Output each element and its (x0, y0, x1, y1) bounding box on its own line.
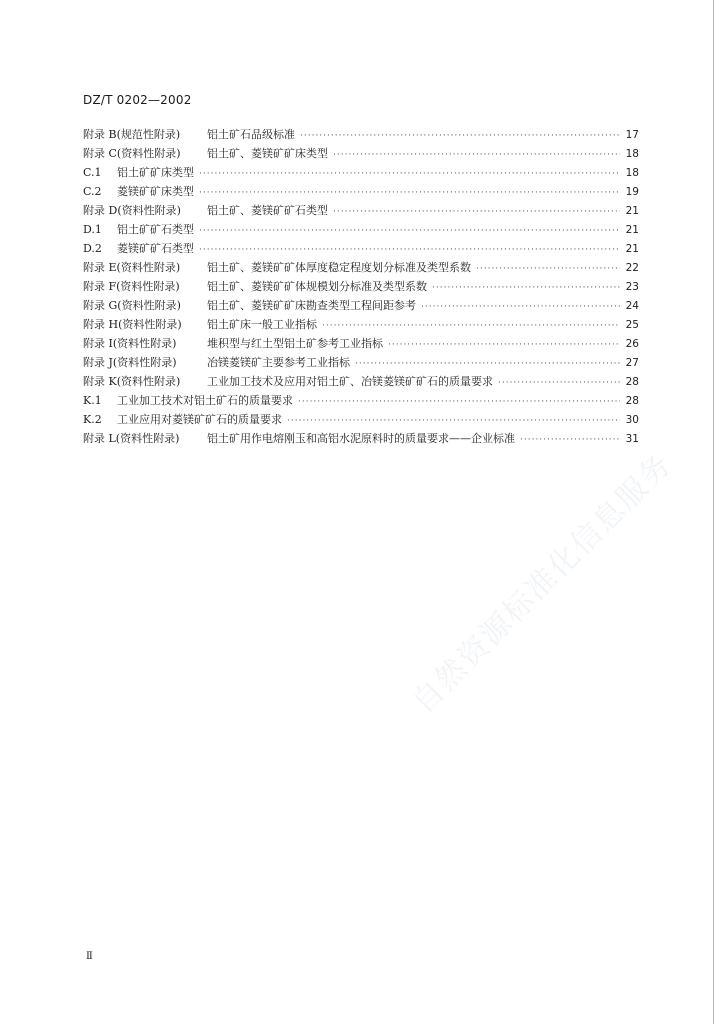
toc-entry-label: K.1 (83, 394, 102, 407)
toc-entry[interactable] (83, 182, 639, 201)
page-number: Ⅱ (86, 951, 93, 962)
toc-entry-page: 18 (625, 148, 639, 160)
toc-entry-page: 19 (625, 186, 639, 198)
toc-entry-page: 28 (625, 395, 639, 407)
toc-entry-label: 附录 E(资料性附录) (83, 261, 181, 274)
toc-entry-page: 30 (625, 414, 639, 426)
toc-dot-leader (498, 374, 620, 393)
toc-dot-leader (388, 336, 620, 355)
toc-entry-title: 铝土矿、菱镁矿矿体厚度稳定程度划分标准及类型系数 (207, 261, 471, 274)
watermark: 自然资源标准化信息服务 (405, 446, 680, 721)
toc-entry[interactable] (83, 239, 639, 258)
toc-entry-label: 附录 L(资料性附录) (83, 432, 180, 445)
toc-entry-label: 附录 H(资料性附录) (83, 318, 182, 331)
toc-entry[interactable] (83, 258, 639, 277)
toc-entry-title: 工业加工技术对铝土矿石的质量要求 (117, 394, 293, 407)
toc-entry[interactable] (83, 410, 639, 429)
toc-entry[interactable] (83, 220, 639, 239)
toc-dot-leader (421, 298, 620, 317)
toc-entry[interactable] (83, 353, 639, 372)
toc-dot-leader (300, 127, 620, 146)
toc-entry-label: K.2 (83, 413, 102, 426)
toc-entry-title: 冶镁菱镁矿主要参考工业指标 (207, 356, 350, 369)
toc-entry-page: 21 (625, 243, 639, 255)
toc-entry-label: D.2 (83, 242, 102, 255)
toc-entry-page: 23 (625, 281, 639, 293)
toc-dot-leader (333, 203, 620, 222)
toc-entry-label: 附录 B(规范性附录) (83, 128, 181, 141)
toc-entry-label: 附录 I(资料性附录) (83, 337, 177, 350)
toc-entry-page: 18 (625, 167, 639, 179)
toc-entry-label: 附录 J(资料性附录) (83, 356, 177, 369)
toc-dot-leader (432, 279, 620, 298)
toc-entry[interactable] (83, 277, 639, 296)
toc-entry[interactable] (83, 429, 639, 448)
toc-entry[interactable] (83, 201, 639, 220)
toc-entry-title: 铝土矿矿床类型 (117, 166, 194, 179)
toc-entry[interactable] (83, 391, 639, 410)
document-code: DZ/T 0202—2002 (83, 93, 192, 107)
toc-entry-title: 铝土矿、菱镁矿矿体规模划分标准及类型系数 (207, 280, 427, 293)
toc-entry-page: 31 (625, 433, 639, 445)
toc-entry-label: D.1 (83, 223, 102, 236)
toc-entry-title: 铝土矿床一般工业指标 (207, 318, 317, 331)
toc-entry-title: 铝土矿、菱镁矿矿石类型 (207, 204, 328, 217)
toc-dot-leader (476, 260, 620, 279)
toc-entry-title: 铝土矿石品级标准 (207, 128, 295, 141)
toc-entry-title: 菱镁矿矿床类型 (117, 185, 194, 198)
toc-entry-title: 工业加工技术及应用对铝土矿、冶镁菱镁矿矿石的质量要求 (207, 375, 493, 388)
toc-entry-page: 27 (625, 357, 639, 369)
table-of-contents (83, 125, 639, 448)
toc-dot-leader (333, 146, 620, 165)
toc-entry[interactable] (83, 125, 639, 144)
page-edge-line (713, 0, 714, 1024)
toc-entry-title: 工业应用对菱镁矿矿石的质量要求 (117, 413, 282, 426)
toc-entry-title: 铝土矿用作电熔刚玉和高铝水泥原料时的质量要求——企业标准 (207, 432, 515, 445)
toc-entry[interactable] (83, 372, 639, 391)
toc-entry[interactable] (83, 334, 639, 353)
toc-entry-title: 铝土矿矿石类型 (117, 223, 194, 236)
toc-dot-leader (199, 222, 620, 241)
toc-entry-page: 24 (625, 300, 639, 312)
toc-entry-label: 附录 G(资料性附录) (83, 299, 181, 312)
toc-entry-page: 21 (625, 224, 639, 236)
toc-entry-page: 17 (625, 129, 639, 141)
toc-entry-label: 附录 K(资料性附录) (83, 375, 181, 388)
toc-entry-label: 附录 C(资料性附录) (83, 147, 181, 160)
toc-entry-page: 28 (625, 376, 639, 388)
toc-entry-page: 26 (625, 338, 639, 350)
toc-entry-label: C.2 (83, 185, 102, 198)
toc-entry[interactable] (83, 163, 639, 182)
toc-entry-title: 铝土矿、菱镁矿矿床类型 (207, 147, 328, 160)
toc-entry-title: 菱镁矿矿石类型 (117, 242, 194, 255)
toc-entry[interactable] (83, 315, 639, 334)
toc-entry-label: 附录 F(资料性附录) (83, 280, 180, 293)
toc-entry[interactable] (83, 144, 639, 163)
toc-entry[interactable] (83, 296, 639, 315)
toc-dot-leader (298, 393, 620, 412)
toc-entry-title: 堆积型与红土型铝土矿参考工业指标 (207, 337, 383, 350)
toc-entry-page: 25 (625, 319, 639, 331)
toc-entry-page: 22 (625, 262, 639, 274)
toc-entry-page: 21 (625, 205, 639, 217)
toc-dot-leader (199, 165, 620, 184)
toc-entry-label: C.1 (83, 166, 102, 179)
toc-entry-title: 铝土矿、菱镁矿矿床勘查类型工程间距参考 (207, 299, 416, 312)
toc-dot-leader (520, 431, 620, 450)
toc-entry-label: 附录 D(资料性附录) (83, 204, 181, 217)
